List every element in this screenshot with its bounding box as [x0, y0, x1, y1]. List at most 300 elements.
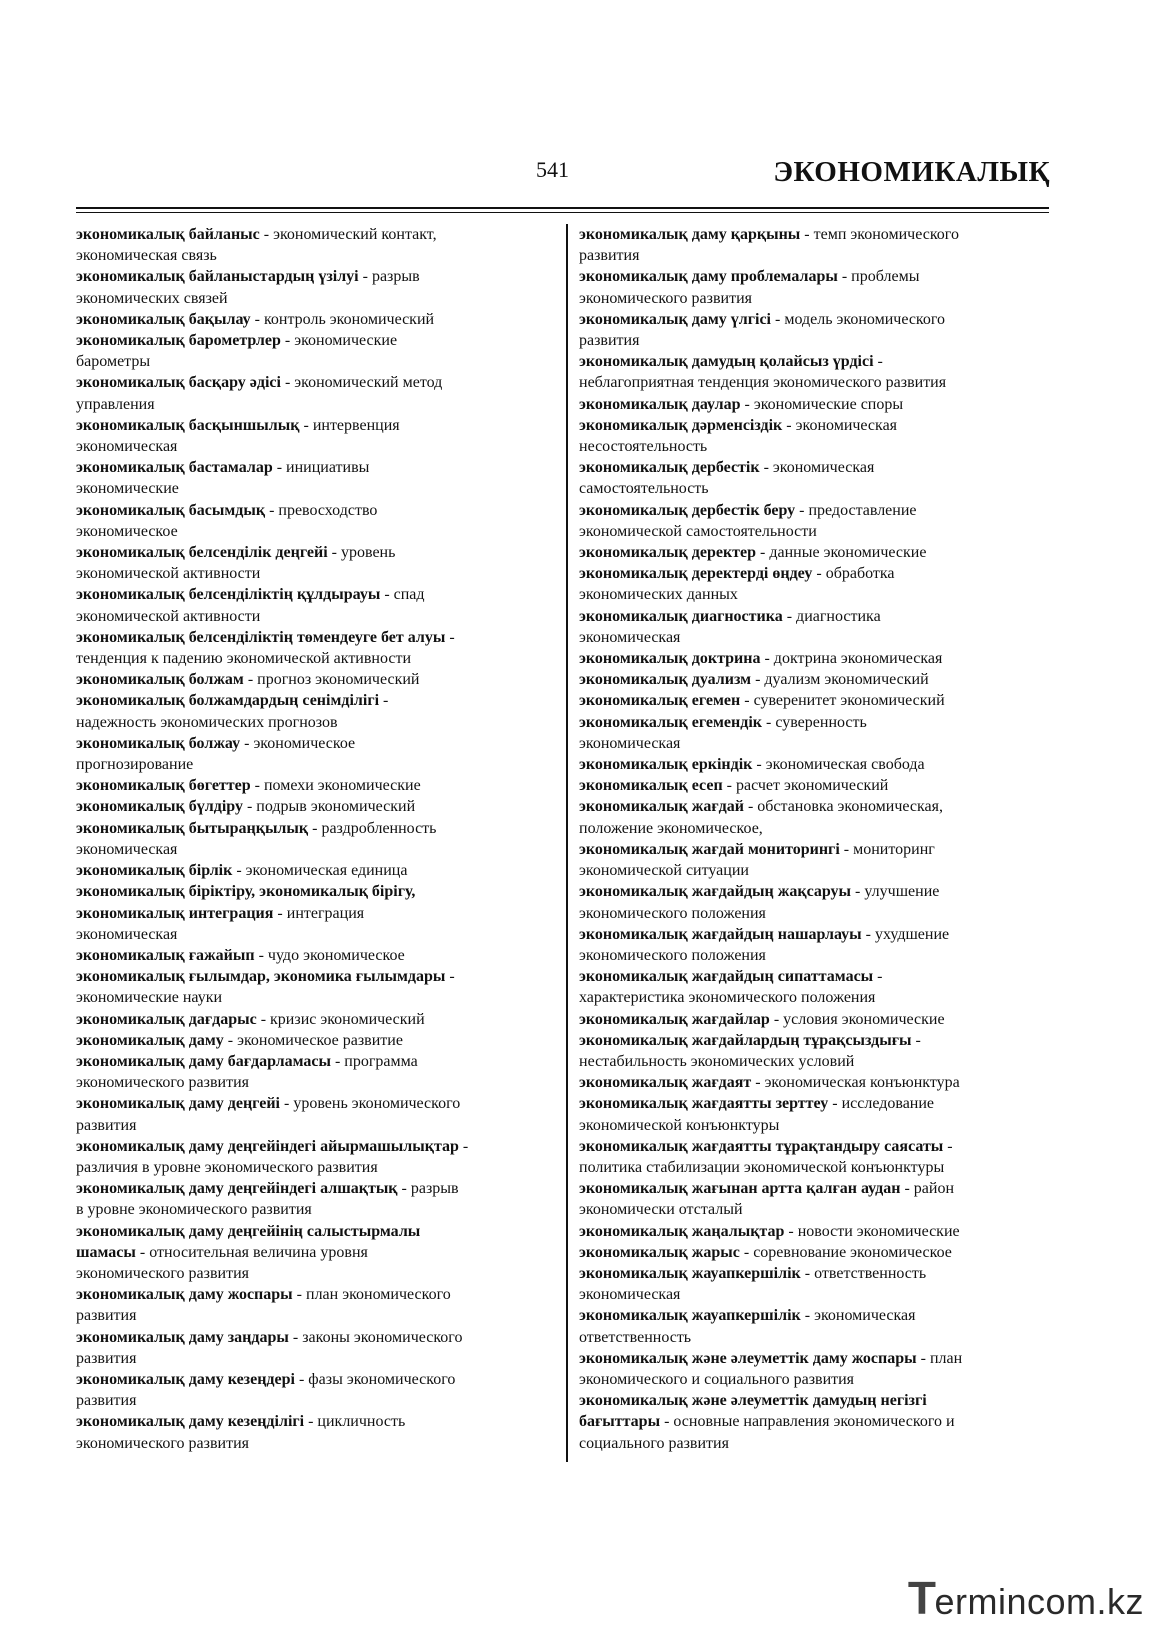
dictionary-entry: [579, 1348, 1054, 1390]
entry-translation: экономическая: [76, 438, 178, 456]
entry-term: экономикалық болжау: [76, 734, 241, 752]
entry-line: экономикалық белсенділіктің төмендеуге бет алуы -: [76, 628, 455, 646]
dictionary-entry: [579, 1093, 1054, 1135]
entry-term: экономикалық даму бағдарламасы: [76, 1052, 331, 1070]
entry-translation: экономическая конъюнктура: [764, 1074, 960, 1092]
entry-term: экономикалық дамудың қолайсыз үрдісі: [579, 353, 874, 371]
entry-term: экономикалық болжамдардың сенімділігі: [76, 692, 380, 710]
entry-term: экономикалық ғажайып: [76, 946, 255, 964]
entry-line: экономикалық жағдайдың жақсаруы - улучшение: [579, 883, 940, 901]
entry-line: экономикалық жағынан артта қалған аудан - район: [579, 1180, 955, 1198]
dictionary-entry: [76, 690, 550, 732]
entry-term-continued: шамасы: [76, 1243, 136, 1261]
dictionary-entry: [579, 754, 1054, 775]
entry-translation: экономические науки: [76, 989, 223, 1007]
entry-translation: экономическая: [76, 840, 178, 858]
entry-term: экономикалық доктрина: [579, 650, 761, 668]
dictionary-entry: [579, 712, 1054, 754]
entry-term: экономикалық жағдайдың сипаттамасы: [579, 968, 874, 986]
entry-term: экономикалық басымдық: [76, 501, 266, 519]
entry-line: экономикалық доктрина - доктрина экономическая: [579, 650, 943, 668]
entry-term: экономикалық деректерді өңдеу: [579, 565, 813, 583]
entry-term: экономикалық жауапкершілік: [579, 1307, 801, 1325]
entry-term: экономикалық егемен: [579, 692, 741, 710]
entry-line: экономикалық даулар - экономические споры: [579, 395, 904, 413]
entry-line: экономикалық жауапкершілік - экономическая: [579, 1307, 916, 1325]
entry-line: [76, 1221, 550, 1242]
dictionary-entry: [76, 881, 550, 945]
dictionary-entry: [579, 1221, 1054, 1242]
entry-translation: экономическая связь: [76, 247, 217, 265]
entry-translation: экономической активности: [76, 607, 261, 625]
dictionary-entry: [76, 1327, 550, 1369]
entry-translation: характеристика экономического положения: [579, 989, 876, 1007]
entry-line: экономикалық деректер - данные экономические: [579, 544, 927, 562]
dictionary-entry: [579, 796, 1054, 838]
entry-translation: экономическая единица: [245, 862, 408, 880]
entry-term: экономикалық даму кезеңдері: [76, 1370, 295, 1388]
entry-line: экономикалық бөгеттер - помехи экономические: [76, 777, 421, 795]
entry-line: экономикалық дербестік - экономическая: [579, 459, 875, 477]
dictionary-entry: [76, 1136, 550, 1178]
entry-term: экономикалық даму: [76, 1031, 224, 1049]
entry-translation: несостоятельность: [579, 438, 708, 456]
dictionary-entry: [76, 1221, 550, 1285]
entry-translation: предоставление: [808, 501, 917, 519]
entry-term: экономикалық жарыс: [579, 1243, 740, 1261]
entry-line: экономикалық даму деңгейі - уровень экономического: [76, 1095, 461, 1113]
entry-translation: нестабильность экономических условий: [579, 1052, 855, 1070]
entry-line: бағыттары - основные направления экономического и: [579, 1413, 955, 1431]
dictionary-entry: [579, 457, 1054, 499]
entry-translation: район: [913, 1180, 955, 1198]
entry-line: экономикалық дамудың қолайсыз үрдісі -: [579, 353, 883, 371]
entry-line: экономикалық даму кезеңділігі - цикличность: [76, 1413, 406, 1431]
entry-translation: различия в уровне экономического развития: [76, 1158, 378, 1176]
entry-term: экономикалық жағдай мониторингі: [579, 840, 840, 858]
entry-translation: ухудшение: [874, 925, 950, 943]
entry-translation: экономического положения: [579, 904, 766, 922]
header-rule-thick: [76, 207, 1049, 209]
entry-translation: экономическая: [814, 1307, 916, 1325]
entry-translation: экономические споры: [753, 395, 904, 413]
dictionary-entry: [579, 1390, 1054, 1454]
entry-line: экономикалық бірлік - экономическая единица: [76, 862, 408, 880]
entry-translation: экономического положения: [579, 946, 766, 964]
entry-translation: спад: [393, 586, 425, 604]
entry-line: экономикалық даму заңдары - законы экономического: [76, 1328, 463, 1346]
entry-line: экономикалық даму деңгейіндегі алшақтық - разрыв: [76, 1180, 459, 1198]
entry-translation: экономического развития: [76, 1434, 249, 1452]
entry-term: экономикалық жағынан артта қалған аудан: [579, 1180, 901, 1198]
entry-line: экономикалық даму қарқыны - темп экономического: [579, 226, 959, 243]
entry-line: экономикалық егемендік - суверенность: [579, 713, 867, 731]
dictionary-entry: [76, 1051, 550, 1093]
entry-translation: экономического и социального развития: [579, 1370, 855, 1388]
entry-line: экономикалық белсенділіктің құлдырауы - спад: [76, 586, 425, 604]
dictionary-entry: [76, 775, 550, 796]
dictionary-entry: [579, 266, 1054, 308]
entry-translation: экономически отсталый: [579, 1201, 743, 1219]
entry-translation: экономических связей: [76, 289, 228, 307]
entry-line: экономикалық даму проблемалары - проблемы: [579, 268, 920, 286]
entry-translation: неблагоприятная тенденция экономического развития: [579, 374, 947, 392]
entry-translation: экономической конъюнктуры: [579, 1116, 780, 1134]
dictionary-entry: [579, 1030, 1054, 1072]
entry-line: экономикалық байланыстардың үзілуі - разрыв: [76, 268, 420, 286]
entry-term: экономикалық даму деңгейіндегі алшақтық: [76, 1180, 398, 1198]
entry-translation: превосходство: [278, 501, 378, 519]
entry-translation: доктрина экономическая: [773, 650, 943, 668]
dictionary-entry: [76, 1030, 550, 1051]
entry-translation: экономического развития: [76, 1264, 249, 1282]
dictionary-entry: [579, 669, 1054, 690]
entry-translation: в уровне экономического развития: [76, 1201, 312, 1219]
dictionary-entry: [579, 415, 1054, 457]
dictionary-entry: [76, 1009, 550, 1030]
entry-translation: развития: [76, 1116, 137, 1134]
entry-term: экономикалық дағдарыс: [76, 1010, 257, 1028]
entry-line: экономикалық дағдарыс - кризис экономический: [76, 1010, 425, 1028]
dictionary-entry: [76, 1178, 550, 1220]
entry-translation: разрыв: [371, 268, 420, 286]
dictionary-entry: [579, 648, 1054, 669]
dictionary-entry: [76, 1369, 550, 1411]
dictionary-entry: [76, 415, 550, 457]
entry-term: экономикалық дуализм: [579, 671, 752, 689]
entry-translation: экономическая: [795, 416, 898, 434]
dictionary-entry: [579, 309, 1054, 351]
entry-term: экономикалық бірлік: [76, 862, 233, 880]
dictionary-entry: [76, 627, 550, 669]
entry-line: экономикалық даму жоспары - план экономического: [76, 1286, 451, 1304]
entry-translation: экономическая: [76, 925, 178, 943]
dictionary-entry: [76, 457, 550, 499]
entry-translation: разрыв: [410, 1180, 459, 1198]
entry-translation: интеграция: [286, 904, 365, 922]
dictionary-entry: [579, 1178, 1054, 1220]
dictionary-entry: [76, 796, 550, 817]
entry-line: экономикалық басымдық - превосходство: [76, 501, 378, 519]
entry-translation: политика стабилизации экономической конъюнктуры: [579, 1158, 945, 1176]
entry-translation: экономическая свобода: [765, 756, 925, 774]
entry-translation: фазы экономического: [308, 1370, 456, 1388]
entry-translation: относительная величина уровня: [149, 1243, 368, 1261]
entry-line: экономикалық жағдай мониторингі - мониторинг: [579, 840, 935, 858]
entry-line: экономикалық жағдаятты зерттеу - исследование: [579, 1095, 935, 1113]
entry-translation: ответственность: [814, 1264, 927, 1282]
entry-translation: подрыв экономический: [256, 798, 416, 816]
entry-term: экономикалық даму кезеңділігі: [76, 1413, 305, 1431]
entry-term: экономикалық байланыстардың үзілуі: [76, 268, 359, 286]
entry-translation: данные экономические: [769, 544, 927, 562]
entry-translation: темп экономического: [813, 226, 959, 243]
dictionary-entry: [579, 1263, 1054, 1305]
entry-translation: обработка: [825, 565, 895, 583]
dictionary-entry: [76, 818, 550, 860]
entry-term: экономикалық диагностика: [579, 607, 783, 625]
entry-term: экономикалық дербестік: [579, 459, 760, 477]
entry-term: экономикалық белсенділіктің төмендеуге бет алуы: [76, 628, 446, 646]
entry-translation: развития: [579, 247, 640, 265]
entry-line: экономикалық дәрменсіздік - экономическая: [579, 416, 898, 434]
entry-term: экономикалық барометрлер: [76, 332, 281, 350]
dictionary-entry: [76, 945, 550, 966]
entry-line: экономикалық даму деңгейіндегі айырмашылықтар -: [76, 1137, 469, 1155]
dictionary-entry: [76, 266, 550, 308]
entry-term: экономикалық еркіндік: [579, 756, 753, 774]
dictionary-entry: [76, 330, 550, 372]
entry-line: экономикалық жағдайдың нашарлауы - ухудшение: [579, 925, 950, 943]
dictionary-entry: [76, 733, 550, 775]
entry-translation: проблемы: [851, 268, 920, 286]
page-number: 541: [536, 157, 569, 182]
entry-translation: экономические: [76, 480, 179, 498]
entry-term: экономикалық дербестік беру: [579, 501, 796, 519]
dictionary-entry: [76, 966, 550, 1008]
entry-line: экономикалық байланыс - экономический контакт,: [76, 226, 437, 243]
entry-translation: законы экономического: [302, 1328, 463, 1346]
entry-translation: расчет экономический: [736, 777, 889, 795]
entry-translation: помехи экономические: [263, 777, 421, 795]
entry-translation: экономическое развитие: [237, 1031, 403, 1049]
dictionary-entry: [579, 1305, 1054, 1347]
entry-line: экономикалық жағдайлар - условия экономические: [579, 1010, 945, 1028]
dictionary-entry: [76, 542, 550, 584]
entry-translation: улучшение: [864, 883, 940, 901]
entry-translation: новости экономические: [797, 1222, 960, 1240]
entry-translation: уровень экономического: [293, 1095, 461, 1113]
dictionary-entry: [76, 1411, 550, 1453]
entry-term: экономикалық және әлеуметтік даму жоспары: [579, 1349, 917, 1367]
entry-line: экономикалық басқару әдісі - экономический метод: [76, 374, 443, 392]
entry-term: экономикалық бытыраңқылық: [76, 819, 309, 837]
dictionary-entry: [579, 775, 1054, 796]
entry-term: экономикалық басқыншылық: [76, 416, 300, 434]
dictionary-entry: [579, 351, 1054, 393]
entry-translation: экономической ситуации: [579, 862, 749, 880]
entry-term: экономикалық болжам: [76, 671, 244, 689]
entry-term: экономикалық есеп: [579, 777, 723, 795]
entry-translation: мониторинг: [853, 840, 935, 858]
entry-translation: программа: [344, 1052, 418, 1070]
entry-term: экономикалық жауапкершілік: [579, 1264, 801, 1282]
entry-translation: экономический метод: [294, 374, 443, 392]
entry-translation: экономический контакт,: [273, 226, 437, 243]
entry-line: экономикалық бастамалар - инициативы: [76, 459, 370, 477]
entry-translation: план экономического: [306, 1286, 451, 1304]
left-column: [76, 224, 550, 1454]
entry-translation: кризис экономический: [270, 1010, 425, 1028]
dictionary-entry: [579, 881, 1054, 923]
entry-translation: экономическая: [579, 628, 681, 646]
entry-term-continued: бағыттары: [579, 1413, 661, 1431]
entry-translation: экономическое: [253, 734, 356, 752]
entry-term: экономикалық даму қарқыны: [579, 226, 801, 243]
entry-translation: инициативы: [286, 459, 370, 477]
entry-line: экономикалық жағдай - обстановка экономическая,: [579, 798, 943, 816]
entry-term: экономикалық бүлдіру: [76, 798, 243, 816]
entry-line: экономикалық жағдаят - экономическая конъюнктура: [579, 1074, 960, 1092]
entry-translation: социального развития: [579, 1434, 729, 1452]
dictionary-entry: [76, 860, 550, 881]
watermark-text: ermincom.kz: [934, 1581, 1144, 1622]
entry-line: экономикалық бүлдіру - подрыв экономический: [76, 798, 416, 816]
entry-term: экономикалық даму деңгейінің салыстырмалы: [76, 1222, 421, 1240]
entry-translation: экономической самостоятельности: [579, 522, 817, 540]
entry-term: экономикалық басқару әдісі: [76, 374, 281, 392]
entry-translation: развития: [76, 1392, 137, 1410]
entry-translation: экономическая: [772, 459, 875, 477]
entry-line: экономикалық барометрлер - экономические: [76, 332, 398, 350]
column-divider: [566, 224, 568, 1462]
entry-line: экономикалық басқыншылық - интервенция: [76, 416, 400, 434]
dictionary-entry: [579, 394, 1054, 415]
dictionary-entry: [76, 1093, 550, 1135]
entry-term: экономикалық жаңалықтар: [579, 1222, 785, 1240]
entry-line: экономикалық белсенділік деңгейі - уровень: [76, 544, 396, 562]
entry-term: экономикалық даму заңдары: [76, 1328, 289, 1346]
entry-translation: план: [929, 1349, 963, 1367]
entry-translation: суверенность: [775, 713, 867, 731]
entry-translation: цикличность: [317, 1413, 406, 1431]
right-column: [579, 224, 1054, 1454]
entry-line: экономикалық болжау - экономическое: [76, 734, 356, 752]
entry-translation: дуализм экономический: [764, 671, 929, 689]
entry-translation: чудо экономическое: [267, 946, 405, 964]
dictionary-entry: [579, 1136, 1054, 1178]
dictionary-entry: [579, 606, 1054, 648]
entry-line: экономикалық даму үлгісі - модель экономического: [579, 310, 946, 328]
entry-translation: исследование: [841, 1095, 935, 1113]
entry-term: экономикалық даму жоспары: [76, 1286, 293, 1304]
entry-term: экономикалық егемендік: [579, 713, 762, 731]
entry-term: экономикалық дәрменсіздік: [579, 416, 783, 434]
entry-translation: экономические: [294, 332, 398, 350]
entry-line: экономикалық дербестік беру - предоставление: [579, 501, 917, 519]
entry-translation: экономического развития: [76, 1074, 249, 1092]
entry-line: экономикалық жағдаятты тұрақтандыру саясаты -: [579, 1137, 953, 1155]
entry-term: экономикалық жағдайлар: [579, 1010, 770, 1028]
entry-translation: тенденция к падению экономической активности: [76, 650, 412, 668]
entry-translation: управления: [76, 395, 155, 413]
entry-term: экономикалық деректер: [579, 544, 757, 562]
entry-translation: прогноз экономический: [257, 671, 420, 689]
entry-translation: экономической активности: [76, 565, 261, 583]
entry-translation: экономическое: [76, 522, 178, 540]
entry-term: экономикалық байланыс: [76, 226, 260, 243]
entry-translation: надежность экономических прогнозов: [76, 713, 338, 731]
entry-translation: контроль экономический: [263, 310, 435, 328]
entry-term: экономикалық жағдай: [579, 798, 744, 816]
entry-translation: развития: [579, 332, 640, 350]
entry-line: экономикалық болжамдардың сенімділігі -: [76, 692, 389, 710]
entry-term: экономикалық біріктіру, экономикалық бірігу,: [76, 883, 416, 901]
entry-term: экономикалық даму үлгісі: [579, 310, 771, 328]
dictionary-entry: [579, 542, 1054, 563]
entry-line: экономикалық ғажайып - чудо экономическое: [76, 946, 405, 964]
entry-translation: экономическая: [579, 1286, 681, 1304]
entry-line: экономикалық жағдайлардың тұрақсыздығы -: [579, 1031, 921, 1049]
entry-term: экономикалық даулар: [579, 395, 741, 413]
entry-translation: условия экономические: [783, 1010, 945, 1028]
entry-term-continued: экономикалық интеграция: [76, 904, 274, 922]
entry-translation: ответственность: [579, 1328, 692, 1346]
dictionary-entry: [579, 839, 1054, 881]
dictionary-entry: [579, 500, 1054, 542]
entry-line: экономикалық болжам - прогноз экономический: [76, 671, 420, 689]
entry-line: экономикалық жарыс - соревнование экономическое: [579, 1243, 952, 1261]
entry-translation: интервенция: [312, 416, 400, 434]
watermark: [908, 1571, 1144, 1625]
dictionary-entry: [76, 1284, 550, 1326]
entry-translation: экономических данных: [579, 586, 738, 604]
entry-term: экономикалық жағдайлардың тұрақсыздығы: [579, 1031, 912, 1049]
dictionary-entry: [579, 224, 1054, 266]
entry-term: экономикалық даму деңгейіндегі айырмашылықтар: [76, 1137, 459, 1155]
entry-term: экономикалық белсенділіктің құлдырауы: [76, 586, 381, 604]
entry-term: экономикалық даму проблемалары: [579, 268, 838, 286]
entry-line: шамасы - относительная величина уровня: [76, 1243, 368, 1261]
entry-translation: развития: [76, 1349, 137, 1367]
entry-translation: экономического развития: [579, 289, 752, 307]
entry-translation: прогнозирование: [76, 756, 194, 774]
dictionary-entry: [579, 924, 1054, 966]
entry-translation: самостоятельность: [579, 480, 709, 498]
entry-line: экономикалық егемен - суверенитет экономический: [579, 692, 945, 710]
entry-line: [76, 881, 550, 902]
entry-line: [579, 1390, 1054, 1411]
entry-line: экономикалық интеграция - интеграция: [76, 904, 365, 922]
entry-term: экономикалық жағдаят: [579, 1074, 752, 1092]
running-head: ЭКОНОМИКАЛЫҚ: [773, 156, 1050, 188]
entry-term: экономикалық белсенділік деңгейі: [76, 544, 328, 562]
entry-term: экономикалық даму деңгейі: [76, 1095, 280, 1113]
dictionary-entry: [579, 1009, 1054, 1030]
entry-line: экономикалық даму бағдарламасы - программа: [76, 1052, 418, 1070]
entry-translation: соревнование экономическое: [753, 1243, 952, 1261]
entry-line: экономикалық және әлеуметтік даму жоспары - план: [579, 1349, 963, 1367]
watermark-logo-letter: T: [907, 1572, 937, 1624]
entry-term: экономикалық жағдаятты зерттеу: [579, 1095, 829, 1113]
entry-line: экономикалық бытыраңқылық - раздробленность: [76, 819, 437, 837]
entry-line: экономикалық жаңалықтар - новости экономические: [579, 1222, 960, 1240]
dictionary-entry: [76, 309, 550, 330]
dictionary-entry: [76, 372, 550, 414]
dictionary-entry: [76, 669, 550, 690]
entry-line: экономикалық деректерді өңдеу - обработка: [579, 565, 895, 583]
entry-translation: диагностика: [796, 607, 881, 625]
entry-translation: основные направления экономического и: [673, 1413, 955, 1431]
entry-translation: обстановка экономическая,: [757, 798, 943, 816]
entry-translation: раздробленность: [321, 819, 437, 837]
entry-translation: экономическая: [579, 734, 681, 752]
dictionary-entry: [76, 500, 550, 542]
header-rule-thin: [76, 212, 1049, 213]
dictionary-entry: [579, 966, 1054, 1008]
entry-translation: барометры: [76, 353, 151, 371]
entry-translation: суверенитет экономический: [753, 692, 945, 710]
dictionary-entry: [579, 690, 1054, 711]
entry-term: экономикалық бастамалар: [76, 459, 273, 477]
entry-line: экономикалық даму - экономическое развитие: [76, 1031, 403, 1049]
entry-translation: модель экономического: [784, 310, 946, 328]
entry-line: экономикалық жауапкершілік - ответственность: [579, 1264, 927, 1282]
entry-line: экономикалық дуализм - дуализм экономический: [579, 671, 929, 689]
entry-term: экономикалық ғылымдар, экономика ғылымдары: [76, 968, 446, 986]
entry-term: экономикалық жағдаятты тұрақтандыру саясаты: [579, 1137, 944, 1155]
entry-line: экономикалық жағдайдың сипаттамасы -: [579, 968, 883, 986]
